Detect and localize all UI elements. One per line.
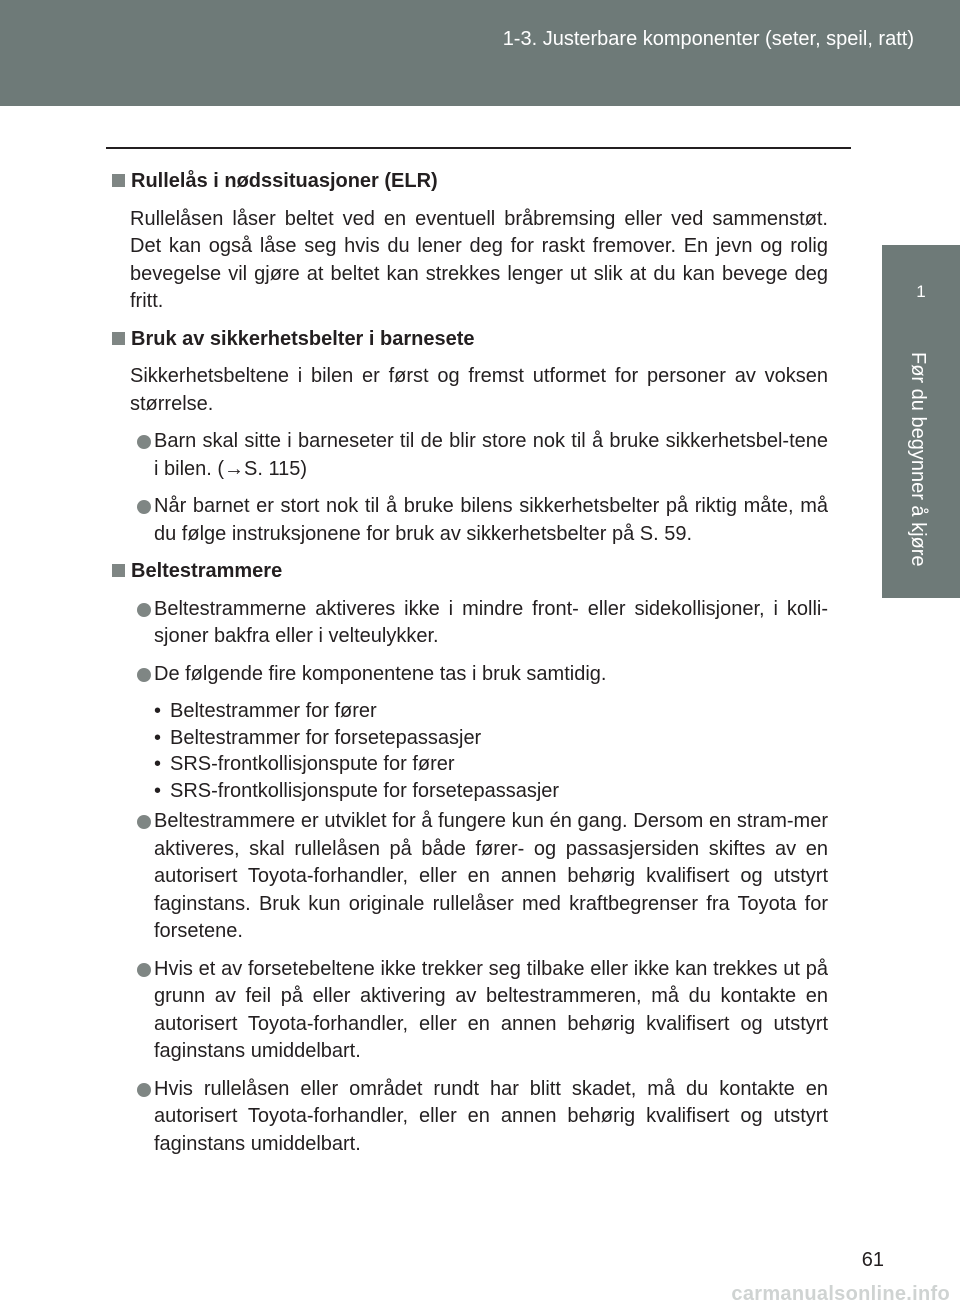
chapter-tab [882,245,960,598]
circle-bullet-icon [137,1083,151,1097]
bullet-text: Når barnet er stort nok til å bruke bilens sikkerhetsbelter på riktig måte, må du følge instruksjonene for bruk av sikkerhetsbelter på S. 59. [154,495,828,545]
bullet-text: Hvis rullelåsen eller området rundt har blitt skadet, må du kontakte en autorisert Toyota-forhandler, eller en annen behørig kvalifisert og utstyrt faginstans umiddelbart. [154,1077,828,1155]
heading-pretensioners [112,558,828,586]
heading-pretensioners-text: Beltestrammere [131,560,283,582]
chapter-number: 1 [916,282,926,301]
heading-child-seat [112,326,828,354]
list-item [130,956,828,1066]
circle-bullet-icon [137,963,151,977]
heading-child-seat-text: Bruk av sikkerhetsbelter i barnesete [131,327,475,350]
list-item [130,493,828,548]
square-bullet-icon [112,174,125,187]
bullet-text: Hvis et av forsetebeltene ikke trekker seg tilbake eller ikke kan trekkes ut på grunn av feil på eller aktivering av beltestrammeren, må du kontakte en autorisert Toyota-forhandler, eller en annen behørig kvalifisert og utstyrt faginstans umiddelbart. [154,957,828,1062]
bullet-text: Barn skal sitte i barneseter til de blir store nok til å bruke sikkerhetsbel-tene i bilen. (→S. 115) [154,430,828,480]
page-number: 61 [861,1249,884,1271]
watermark: carmanualsonline.info [731,1283,950,1305]
bullet-text: Beltestrammerne aktiveres ikke i mindre front- eller sidekollisjoner, i kolli-sjoner bakfra eller i velteulykker. [154,597,828,647]
square-bullet-icon [112,332,125,345]
sub-list-item: • Beltestrammer for fører [154,698,828,725]
sub-list-item: • SRS-frontkollisjonspute for fører [154,751,828,778]
header-band [0,0,960,106]
paragraph-child-seat: Sikkerhetsbeltene i bilen er først og fremst utformet for personer av voksen størrelse. [130,365,828,415]
circle-bullet-icon [137,435,151,449]
bullet-text: De følgende fire komponentene tas i bruk samtidig. [154,662,607,685]
component-list [154,698,828,804]
section-title: 1-3. Justerbare komponenter (seter, speil, ratt) [502,28,914,50]
sub-list-item: • Beltestrammer for forsetepassasjer [154,725,828,752]
circle-bullet-icon [137,500,151,514]
paragraph-elr: Rullelåsen låser beltet ved en eventuell bråbremsing eller ved sammenstøt. Det kan også låse seg hvis du lener deg for raskt fremover. En jevn og rolig bevegelse vil gjøre at beltet kan strekkes lenger ut slik at du kan bevege deg fritt. [130,207,828,312]
circle-bullet-icon [137,603,151,617]
heading-elr [112,168,828,196]
list-item [130,808,828,946]
heading-elr-text: Rullelås i nødssituasjoner (ELR) [131,170,438,192]
bullet-text: Beltestrammere er utviklet for å fungere kun én gang. Dersom en stram-mer aktiveres, skal rullelåsen på både fører- og passasjersiden skiftes av en autorisert Toyota-forhandler, eller en annen behørig kvalifisert og utstyrt faginstans. Bruk kun originale rullelåser med kraftbegrenser fra Toyota for forsetene. [154,810,828,942]
circle-bullet-icon [137,668,151,682]
square-bullet-icon [112,564,125,577]
header-rule [106,147,851,149]
list-item [130,661,828,689]
list-item [130,596,828,651]
page-content [112,168,828,1168]
sub-list-item: • SRS-frontkollisjonspute for forsetepassasjer [154,778,828,805]
list-item [130,428,828,483]
chapter-label: Før du begynner å kjøre [907,352,929,567]
circle-bullet-icon [137,815,151,829]
list-item [130,1076,828,1159]
